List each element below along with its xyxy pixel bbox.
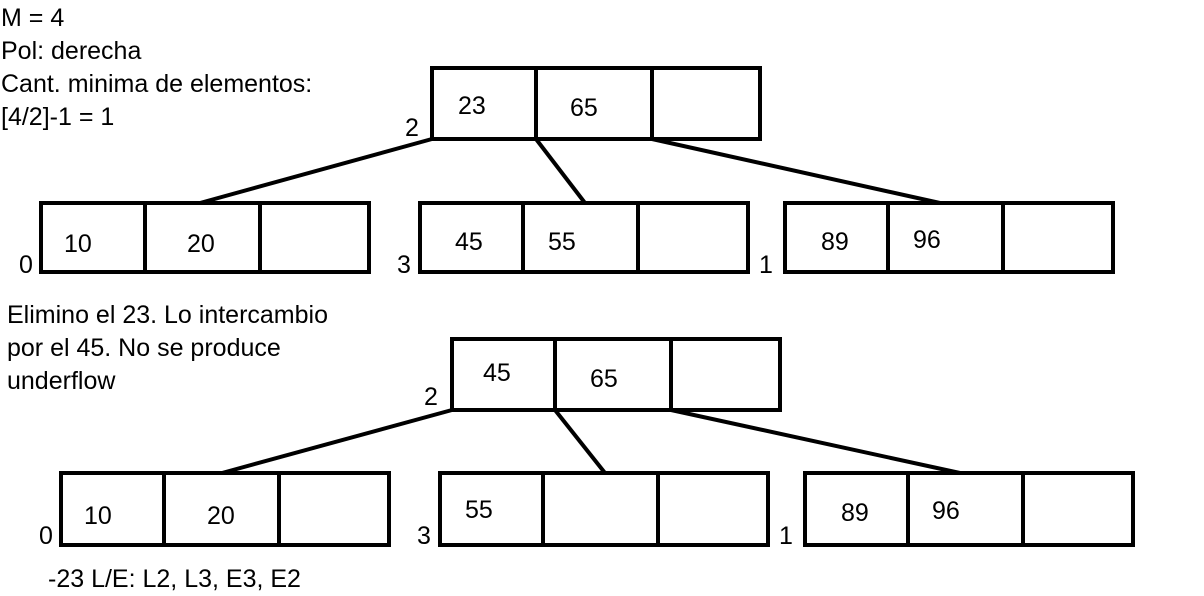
step-note-line: underflow <box>7 367 116 395</box>
edge-root-to-node-3 <box>536 139 585 203</box>
edge-root-to-node-3 <box>555 410 605 473</box>
header-note-min-elements: Cant. minima de elementos: <box>1 70 313 98</box>
edge-root-to-node-1 <box>671 410 960 473</box>
node-id-label: 2 <box>405 114 419 142</box>
node-id-label: 0 <box>19 251 33 279</box>
node-id-label: 1 <box>779 522 793 550</box>
node-key: 45 <box>455 228 483 256</box>
node-key: 96 <box>932 497 960 525</box>
edge-root-to-node-1 <box>652 139 940 203</box>
node-key: 20 <box>207 502 235 530</box>
edge-root-to-node-0 <box>200 139 432 203</box>
header-note-formula: [4/2]-1 = 1 <box>1 103 115 131</box>
node-key: 23 <box>458 92 486 120</box>
node-key: 10 <box>84 502 112 530</box>
node-key: 55 <box>465 496 493 524</box>
io-sequence-note: -23 L/E: L2, L3, E3, E2 <box>48 565 301 593</box>
node-key: 96 <box>913 226 941 254</box>
header-note-order: M = 4 <box>1 4 65 32</box>
node-key: 65 <box>570 94 598 122</box>
step-note-line: Elimino el 23. Lo intercambio <box>7 301 328 329</box>
node-key: 89 <box>821 228 849 256</box>
edge-root-to-node-0 <box>222 410 452 473</box>
node-id-label: 1 <box>759 251 773 279</box>
node-key: 89 <box>841 499 869 527</box>
node-id-label: 0 <box>39 522 53 550</box>
node-id-label: 3 <box>397 251 411 279</box>
node-id-label: 2 <box>424 383 438 411</box>
node-key: 55 <box>548 228 576 256</box>
header-note-policy: Pol: derecha <box>1 37 142 65</box>
node-key: 45 <box>483 359 511 387</box>
step-note-line: por el 45. No se produce <box>7 334 281 362</box>
node-key: 65 <box>590 365 618 393</box>
node-key: 20 <box>187 230 215 258</box>
node-key: 10 <box>64 230 92 258</box>
node-id-label: 3 <box>417 522 431 550</box>
